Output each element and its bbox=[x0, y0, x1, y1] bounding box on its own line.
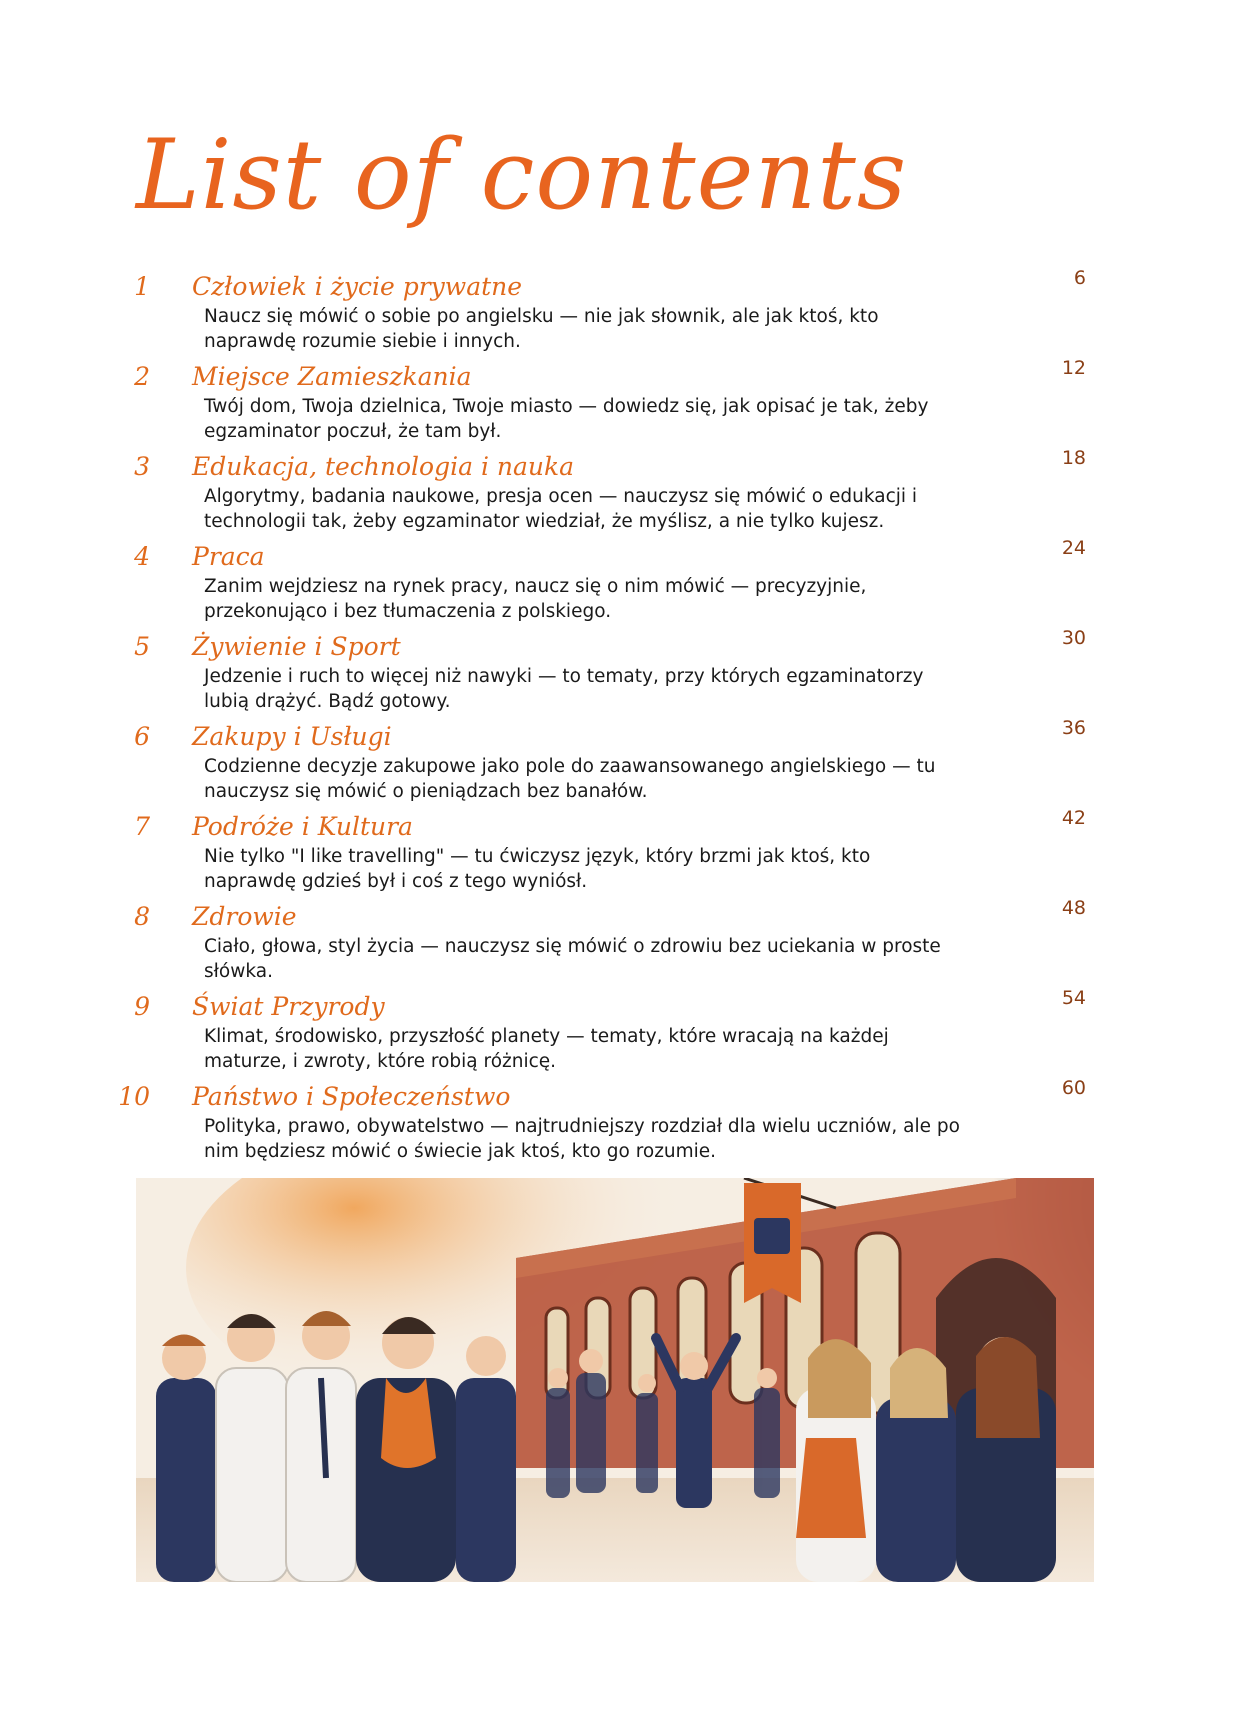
chapter-number: 3 bbox=[134, 452, 150, 481]
chapter-number: 5 bbox=[134, 632, 150, 661]
chapter-description: Zanim wejdziesz na rynek pracy, naucz się o nim mówić — precyzyjnie, przekonująco i bez tłumaczenia z polskiego. bbox=[204, 576, 867, 622]
toc-entry[interactable] bbox=[0, 357, 1242, 450]
illustration-svg bbox=[136, 1178, 1094, 1582]
chapter-number: 8 bbox=[134, 902, 150, 931]
chapter-title[interactable]: Podróże i Kultura bbox=[192, 812, 413, 841]
toc-entry[interactable] bbox=[0, 897, 1242, 990]
chapter-title[interactable]: Żywienie i Sport bbox=[192, 632, 401, 661]
chapter-page: 60 bbox=[1061, 1077, 1086, 1099]
school-courtyard-illustration bbox=[136, 1178, 1094, 1582]
chapter-page: 54 bbox=[1061, 987, 1086, 1009]
toc-entry[interactable] bbox=[0, 987, 1242, 1080]
chapter-description: Nie tylko "I like travelling" — tu ćwiczysz język, który brzmi jak ktoś, kto naprawdę gdzieś był i coś z tego wyniósł. bbox=[204, 846, 871, 892]
chapter-description: Naucz się mówić o sobie po angielsku — nie jak słownik, ale jak ktoś, kto naprawdę rozumie siebie i innych. bbox=[204, 306, 879, 352]
toc-entry[interactable] bbox=[0, 807, 1242, 900]
chapter-number: 10 bbox=[118, 1082, 150, 1111]
chapter-title[interactable]: Miejsce Zamieszkania bbox=[192, 362, 472, 391]
chapter-number: 6 bbox=[134, 722, 150, 751]
chapter-description: Polityka, prawo, obywatelstwo — najtrudniejszy rozdział dla wielu uczniów, ale po nim będziesz mówić o świecie jak ktoś, kto go rozumie. bbox=[204, 1116, 960, 1162]
chapter-page: 30 bbox=[1061, 627, 1086, 649]
chapter-title[interactable]: Świat Przyrody bbox=[192, 992, 385, 1021]
chapter-page: 42 bbox=[1061, 807, 1086, 829]
chapter-page: 18 bbox=[1061, 447, 1086, 469]
chapter-title[interactable]: Zakupy i Usługi bbox=[192, 722, 392, 751]
chapter-number: 4 bbox=[134, 542, 150, 571]
chapter-page: 48 bbox=[1061, 897, 1086, 919]
chapter-description: Ciało, głowa, styl życia — nauczysz się mówić o zdrowiu bez uciekania w proste słówka. bbox=[204, 936, 941, 982]
toc-entry[interactable] bbox=[0, 267, 1242, 360]
chapter-page: 6 bbox=[1073, 267, 1086, 289]
page-title: List of contents bbox=[136, 119, 908, 231]
foreground-students-right bbox=[796, 1337, 1056, 1582]
chapter-page: 36 bbox=[1061, 717, 1086, 739]
toc-entry[interactable] bbox=[0, 537, 1242, 630]
chapter-description: Algorytmy, badania naukowe, presja ocen — nauczysz się mówić o edukacji i technologii tak, żeby egzaminator wiedział, że myślisz, a nie tylko kujesz. bbox=[204, 486, 918, 532]
toc-entry[interactable] bbox=[0, 1077, 1242, 1170]
chapter-number: 7 bbox=[134, 812, 150, 841]
chapter-number: 9 bbox=[134, 992, 150, 1021]
chapter-title[interactable]: Edukacja, technologia i nauka bbox=[192, 452, 575, 481]
chapter-title[interactable]: Państwo i Społeczeństwo bbox=[192, 1082, 511, 1111]
chapter-description: Twój dom, Twoja dzielnica, Twoje miasto — dowiedz się, jak opisać je tak, żeby egzaminator poczuł, że tam był. bbox=[204, 396, 929, 442]
toc-entry[interactable] bbox=[0, 717, 1242, 810]
chapter-description: Codzienne decyzje zakupowe jako pole do zaawansowanego angielskiego — tu nauczysz się mówić o pieniądzach bez banałów. bbox=[204, 756, 936, 802]
chapter-page: 12 bbox=[1061, 357, 1086, 379]
chapter-number: 2 bbox=[134, 362, 150, 391]
chapter-description: Klimat, środowisko, przyszłość planety — tematy, które wracają na każdej maturze, i zwroty, które robią różnicę. bbox=[204, 1026, 889, 1072]
toc-entry[interactable] bbox=[0, 627, 1242, 720]
chapter-number: 1 bbox=[134, 272, 150, 301]
chapter-page: 24 bbox=[1061, 537, 1086, 559]
chapter-title[interactable]: Człowiek i życie prywatne bbox=[192, 272, 523, 301]
chapter-description: Jedzenie i ruch to więcej niż nawyki — to tematy, przy których egzaminatorzy lubią drążyć. Bądź gotowy. bbox=[204, 666, 924, 712]
chapter-title[interactable]: Praca bbox=[192, 542, 265, 571]
chapter-title[interactable]: Zdrowie bbox=[192, 902, 297, 931]
toc-entry[interactable] bbox=[0, 447, 1242, 540]
